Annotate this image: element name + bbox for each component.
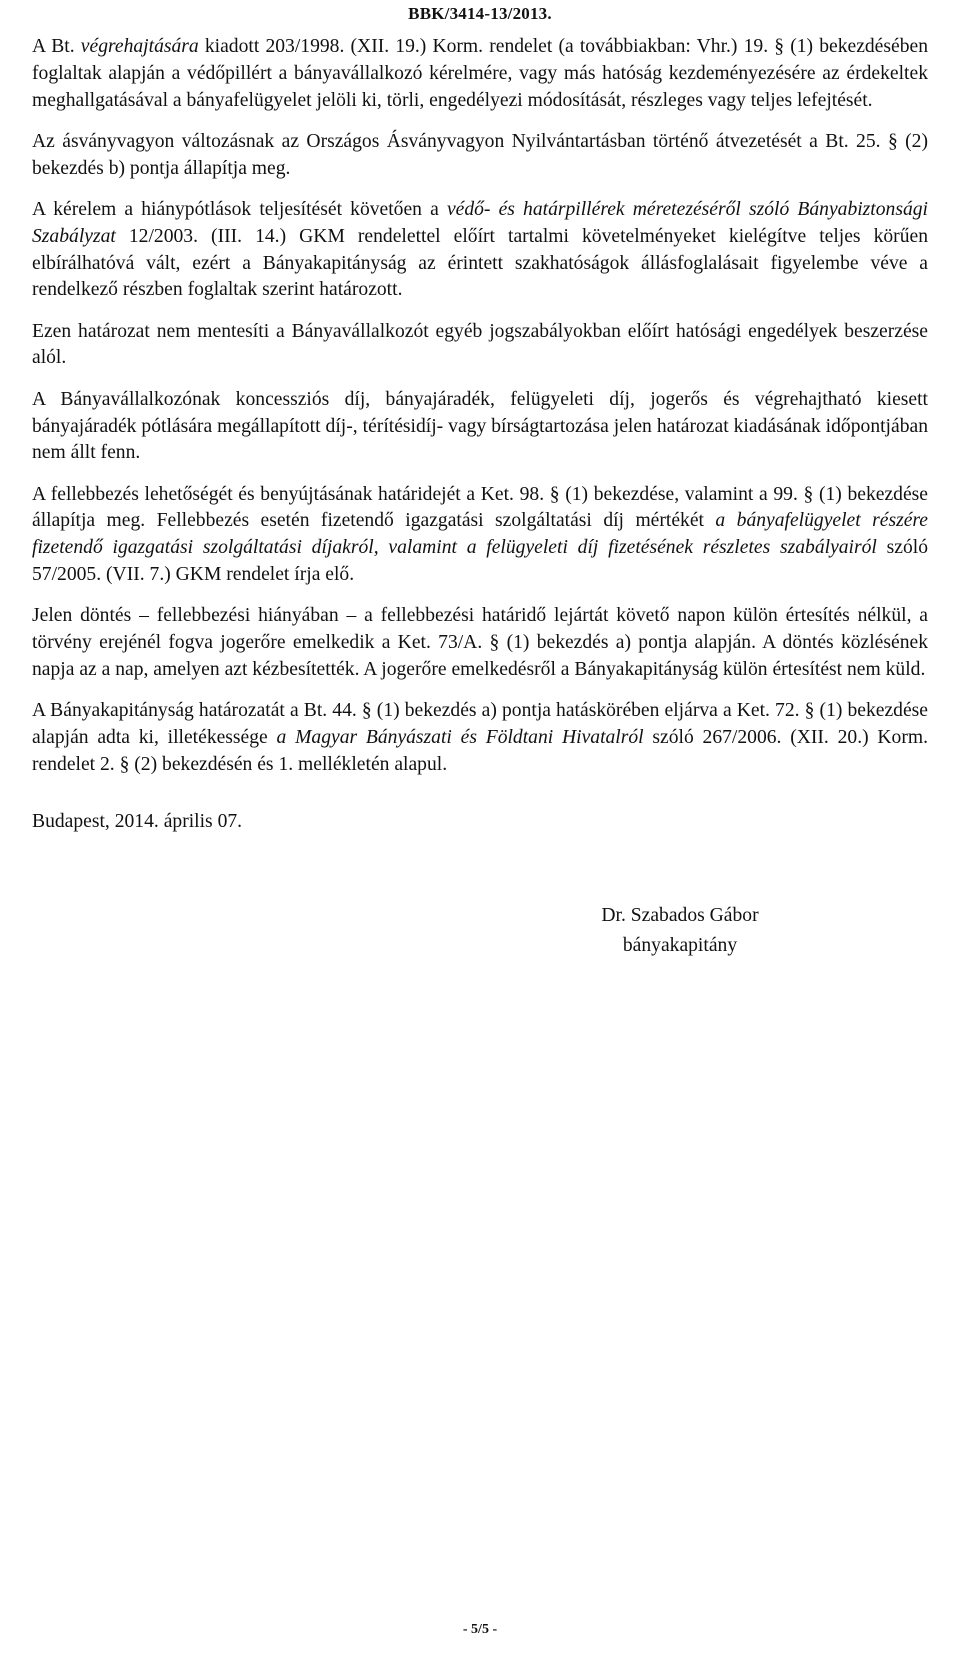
paragraph-text: A kérelem a hiánypótlások teljesítését követően a — [32, 198, 447, 220]
document-reference-header: BBK/3414-13/2013. — [408, 4, 552, 23]
paragraph-italic-text: a bányafelügyelet részére fizetendő igazgatási szolgáltatási díjakról, valamint a felügyeleti díj fizetésének részletes szabályairól — [32, 510, 928, 559]
paragraph-registry: Az ásványvagyon változásnak az Országos Ásványvagyon Nyilvántartásban történő átvezetését a Bt. 25. § (2) bekezdés b) pontja állapítja meg. — [32, 130, 928, 179]
paragraph-text: A Bányakapitányság határozatát a Bt. 44. § (1) bekezdés a) pontja hatáskörében eljárva a Ket. 72. § (1) bekezdése alapján adta ki, illetékessége — [32, 700, 928, 749]
dateline: Budapest, 2014. április 07. — [32, 811, 243, 832]
paragraph-text: szóló 57/2005. (VII. 7.) GKM rendelet írja elő. — [32, 537, 929, 586]
paragraph-text: A fellebbezés lehetőségét és benyújtásának határidejét a Ket. 98. § (1) bekezdése, valamint a 99. § (1) bekezdése állapítja meg. Fellebbezés esetén fizetendő igazgatási szolgáltatási díj mértékét — [32, 483, 928, 532]
paragraph-text: szóló 267/2006. (XII. 20.) Korm. rendelet 2. § (2) bekezdésén és 1. mellékletén alapul. — [32, 727, 928, 775]
paragraph-debts: A Bányavállalkozónak koncessziós díj, bányajáradék, felügyeleti díj, jogerős és végrehajtható kiesett bányajáradék pótlására megállapított díj-, térítésidíj- vagy bírságtartozása jelen határozat kiadásának időpontjában nem állt fenn. — [32, 388, 928, 464]
page-number: - 5/5 - — [462, 1622, 498, 1637]
paragraph-exemption: Ezen határozat nem mentesíti a Bányavállalkozót egyéb jogszabályokban előírt hatósági engedélyek beszerzése alól. — [32, 320, 928, 369]
paragraph-request — [32, 197, 928, 304]
signature-block — [560, 901, 800, 961]
document-body — [32, 34, 928, 793]
paragraph-italic-text: védő- és határpillérek méretezéséről szóló Bányabiztonsági Szabályzat — [32, 198, 929, 247]
paragraph-competence — [32, 698, 928, 778]
paragraph-text: A Bt. — [32, 36, 81, 57]
paragraph-finality: Jelen döntés – fellebbezési hiányában – a fellebbezési határidő lejártát követő napon külön értesítés nélkül, a törvény erejénél fogva jogerőre emelkedik a Ket. 73/A. § (1) bekezdés a) pontja alapján. A döntés közlésének napja az a nap, amelyen azt kézbesítették. A jogerőre emelkedésről a Bányakapitányság külön értesítést nem küld. — [32, 605, 928, 680]
paragraph-italic-text: végrehajtására — [80, 36, 199, 57]
signatory-title: bányakapitány — [622, 935, 738, 956]
paragraph-appeal — [32, 482, 928, 589]
signatory-name: Dr. Szabados Gábor — [601, 905, 759, 926]
paragraph-vhr-basis — [32, 34, 928, 114]
paragraph-text: 12/2003. (III. 14.) GKM rendelettel előírt tartalmi követelményeket kielégítve teljes körűen elbírálhatóvá vált, ezért a Bányakapitányság az érintett szakhatóságok állásfoglalásait figyelembe véve a rendelkező részben foglaltak szerint határozott. — [32, 225, 928, 301]
paragraph-italic-text: a Magyar Bányászati és Földtani Hivatalról — [276, 727, 644, 749]
paragraph-text: kiadott 203/1998. (XII. 19.) Korm. rendelet (a továbbiakban: Vhr.) 19. § (1) bekezdésében foglaltak alapján a védőpillért a bányavállalkozó kérelmére, vagy más hatóság kezdeményezésére az érdekeltek meghallgatásával a bányafelügyelet jelöli ki, törli, engedélyezi módosítását, részleges vagy teljes lefejtését. — [32, 36, 928, 111]
